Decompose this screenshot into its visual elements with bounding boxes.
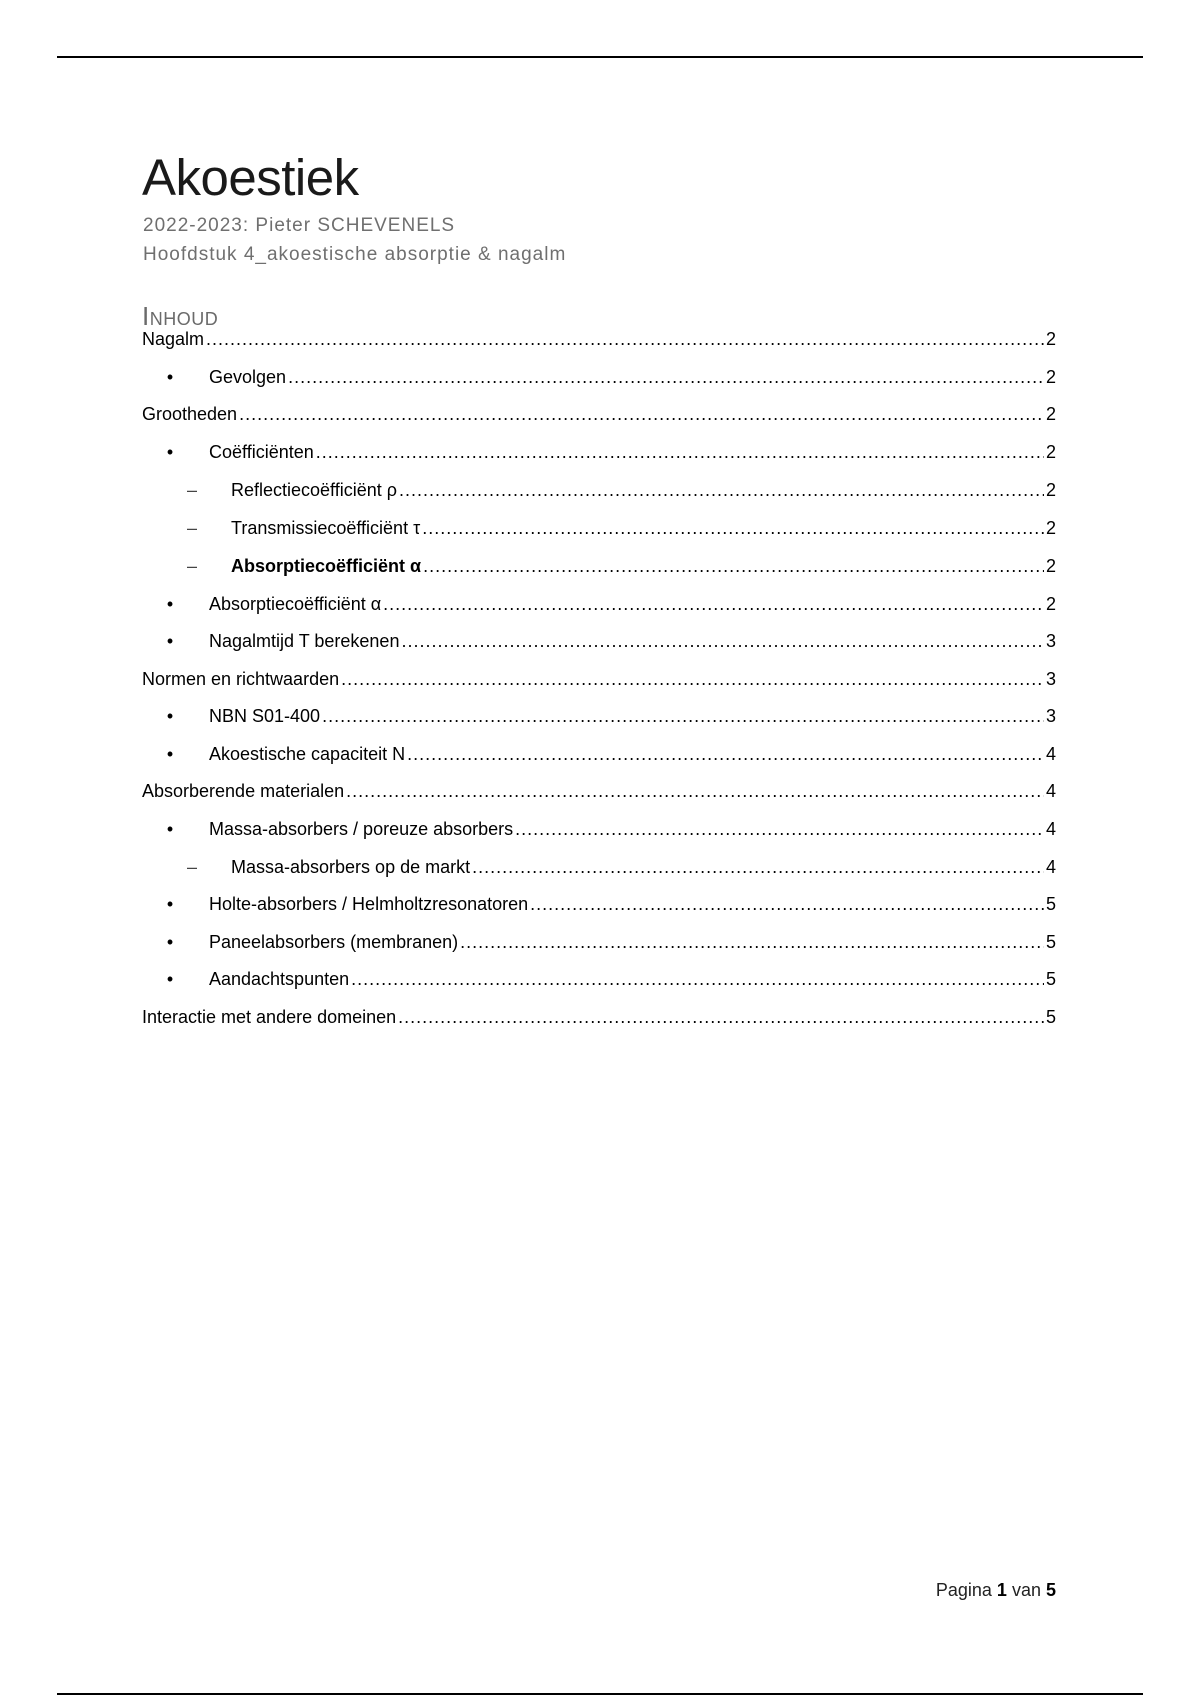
bullet-icon: • <box>166 969 174 989</box>
document-subtitle-author: 2022-2023: Pieter SCHEVENELS <box>143 215 456 236</box>
toc-entry-label: Absorberende materialen <box>142 781 345 801</box>
toc-entry[interactable] <box>142 891 1056 917</box>
toc-entry[interactable] <box>142 966 1056 992</box>
toc-entry-page: 3 <box>1045 706 1056 726</box>
bullet-icon: • <box>166 442 174 462</box>
toc-dot-leader <box>383 591 1044 617</box>
toc-entry-label: NBN S01-400 <box>209 706 321 726</box>
toc-entry-link[interactable] <box>231 553 1056 579</box>
toc-dot-leader <box>341 666 1044 692</box>
toc-entry-label: Gevolgen <box>209 367 287 387</box>
toc-entry-label: Reflectiecoëfficiënt ρ <box>231 480 397 500</box>
toc-dot-leader <box>351 966 1044 992</box>
header-rule <box>57 56 1143 58</box>
toc-entry-label: Grootheden <box>142 404 238 424</box>
bullet-icon: • <box>166 932 174 952</box>
document-subtitle-chapter: Hoofdstuk 4_akoestische absorptie & nagalm <box>143 244 567 265</box>
toc-entry-page: 5 <box>1045 969 1056 989</box>
toc-entry-label: Akoestische capaciteit N <box>209 744 406 764</box>
toc-entry-label: Massa-absorbers op de markt <box>231 857 471 877</box>
page-footer <box>936 1578 1056 1602</box>
toc-dot-leader <box>206 326 1044 352</box>
toc-entry-link[interactable] <box>231 515 1056 541</box>
toc-entry-link[interactable] <box>209 966 1056 992</box>
toc-entry-page: 4 <box>1045 857 1056 877</box>
toc-entry[interactable] <box>142 1004 1056 1030</box>
toc-dot-leader <box>423 553 1044 579</box>
document-title: Akoestiek <box>142 149 359 206</box>
toc-entry-page: 2 <box>1045 480 1056 500</box>
toc-entry[interactable] <box>142 666 1056 692</box>
toc-entry-page: 3 <box>1045 631 1056 651</box>
toc-entry-page: 2 <box>1045 594 1056 614</box>
footer-current-page: 1 <box>996 1580 1007 1600</box>
bullet-icon: • <box>166 367 174 387</box>
toc-entry-label: Holte-absorbers / Helmholtzresonatoren <box>209 894 529 914</box>
toc-dot-leader <box>407 741 1044 767</box>
toc-dot-leader <box>422 515 1044 541</box>
footer-middle: van <box>1011 1580 1041 1600</box>
toc-dot-leader <box>399 477 1044 503</box>
toc-entry[interactable] <box>142 929 1056 955</box>
toc-entry-label: Absorptiecoëfficiënt α <box>209 594 382 614</box>
toc-dot-leader <box>472 854 1044 880</box>
toc-entry[interactable] <box>142 741 1056 767</box>
toc-entry[interactable] <box>142 477 1056 503</box>
toc-dot-leader <box>346 778 1044 804</box>
toc-entry-label: Paneelabsorbers (membranen) <box>209 932 459 952</box>
dash-icon: – <box>186 556 197 576</box>
toc-entry-page: 4 <box>1045 781 1056 801</box>
dash-icon: – <box>186 518 197 538</box>
toc-dot-leader <box>316 439 1044 465</box>
toc-entry-page: 2 <box>1045 367 1056 387</box>
toc-entry-page: 2 <box>1045 518 1056 538</box>
toc-entry-page: 4 <box>1045 744 1056 764</box>
toc-entry[interactable] <box>142 439 1056 465</box>
dash-icon: – <box>186 480 197 500</box>
footer-rule <box>57 1693 1143 1695</box>
toc-entry-link[interactable] <box>209 891 1056 917</box>
toc-entry-page: 3 <box>1045 669 1056 689</box>
bullet-icon: • <box>166 894 174 914</box>
toc-dot-leader <box>515 816 1044 842</box>
bullet-icon: • <box>166 819 174 839</box>
toc-entry[interactable] <box>142 401 1056 427</box>
toc-entry-label: Massa-absorbers / poreuze absorbers <box>209 819 514 839</box>
toc-entry-label: Aandachtspunten <box>209 969 350 989</box>
toc-entry[interactable] <box>142 703 1056 729</box>
toc-entry-label: Nagalm <box>142 329 205 349</box>
toc-entry-link[interactable] <box>142 666 1056 692</box>
toc-entry-link[interactable] <box>209 591 1056 617</box>
bullet-icon: • <box>166 594 174 614</box>
footer-total-pages: 5 <box>1045 1580 1056 1600</box>
bullet-icon: • <box>166 744 174 764</box>
footer-prefix: Pagina <box>935 1580 992 1600</box>
toc-entry-page: 4 <box>1045 819 1056 839</box>
toc-entry-link[interactable] <box>209 628 1056 654</box>
toc-dot-leader <box>288 364 1044 390</box>
toc-entry-link[interactable] <box>209 364 1056 390</box>
toc-heading: Inhoud <box>142 301 219 331</box>
toc-dot-leader <box>398 1004 1044 1030</box>
toc-entry-label: Nagalmtijd T berekenen <box>209 631 400 651</box>
toc-entry-page: 2 <box>1045 404 1056 424</box>
toc-entry-page: 5 <box>1045 1007 1056 1027</box>
toc-entry-label: Transmissiecoëfficiënt τ <box>231 518 421 538</box>
toc-dot-leader <box>239 401 1044 427</box>
toc-entry-link[interactable] <box>231 477 1056 503</box>
toc-entry-link[interactable] <box>209 741 1056 767</box>
dash-icon: – <box>186 857 197 877</box>
toc-entry[interactable] <box>142 778 1056 804</box>
toc-entry-link[interactable] <box>142 401 1056 427</box>
toc-entry-link[interactable] <box>209 929 1056 955</box>
toc-entry[interactable] <box>142 515 1056 541</box>
bullet-icon: • <box>166 631 174 651</box>
toc-entry-link[interactable] <box>142 1004 1056 1030</box>
toc-entry[interactable] <box>142 326 1056 352</box>
toc-entry-link[interactable] <box>142 778 1056 804</box>
toc-entry-page: 5 <box>1045 894 1056 914</box>
toc-entry-label: Normen en richtwaarden <box>142 669 340 689</box>
toc-entry-label: Interactie met andere domeinen <box>142 1007 397 1027</box>
toc-entry-label: Coëfficiënten <box>209 442 314 462</box>
toc-dot-leader <box>460 929 1044 955</box>
toc-entry-link[interactable] <box>209 816 1056 842</box>
toc-entry-page: 2 <box>1045 442 1056 462</box>
toc-entry[interactable] <box>142 553 1056 579</box>
toc-entry[interactable] <box>142 591 1056 617</box>
toc-entry[interactable] <box>142 816 1056 842</box>
toc-entry-link[interactable] <box>209 439 1056 465</box>
toc-dot-leader <box>322 703 1044 729</box>
toc-entry-link[interactable] <box>209 703 1056 729</box>
toc-entry[interactable] <box>142 628 1056 654</box>
toc-entry-page: 5 <box>1045 932 1056 952</box>
toc-entry[interactable] <box>142 854 1056 880</box>
toc-entry-page: 2 <box>1045 329 1056 349</box>
toc-entry-label: Absorptiecoëfficiënt α <box>231 556 422 576</box>
bullet-icon: • <box>166 706 174 726</box>
toc-entry[interactable] <box>142 364 1056 390</box>
toc-entry-page: 2 <box>1045 556 1056 576</box>
toc-entry-link[interactable] <box>231 854 1056 880</box>
toc-dot-leader <box>401 628 1044 654</box>
toc-entry-link[interactable] <box>142 326 1056 352</box>
toc-dot-leader <box>530 891 1044 917</box>
